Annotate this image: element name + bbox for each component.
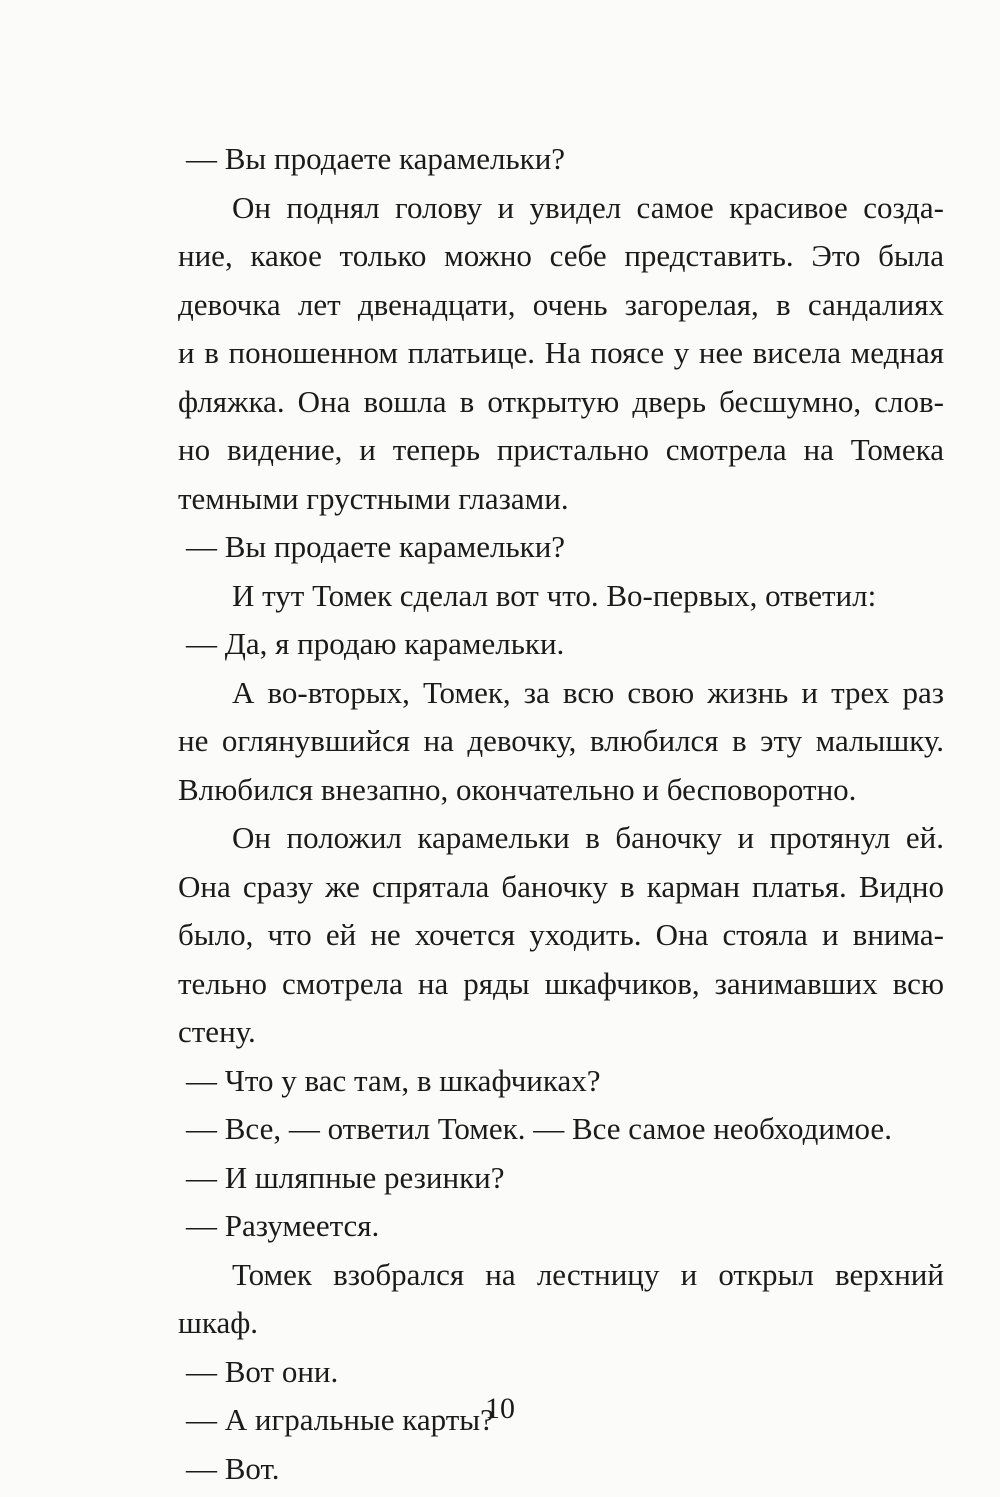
text-line: — Вы продаете карамельки?: [186, 529, 566, 564]
text-line: Она сразу же спрятала баночку в карман платья. Видно: [178, 868, 944, 904]
text-line: Томек взобрался на лестницу и открыл верхний: [232, 1256, 944, 1292]
text-line: ние, какое только можно себе представить. Это была: [178, 238, 944, 273]
text-line: Он поднял голову и увидел самое красивое созда-: [232, 189, 944, 225]
text-line: тельно смотрела на ряды шкафчиков, занимавших всю: [178, 965, 944, 1001]
text-line: — А игральные карты?: [186, 1402, 494, 1437]
text-line: но видение, и теперь пристально смотрела на Томека: [178, 432, 944, 467]
text-line: — И шляпные резинки?: [186, 1159, 505, 1195]
text-line: Он положил карамельки в баночку и протянул ей.: [232, 820, 944, 855]
text-line: И тут Томек сделал вот что. Во-первых, ответил:: [232, 577, 877, 613]
text-line: и в поношенном платьице. На поясе у нее висела медная: [178, 335, 944, 370]
text-line: — Да, я продаю карамельки.: [186, 626, 565, 661]
text-line: темными грустными глазами.: [178, 480, 569, 516]
text-line: — Все, — ответил Томек. — Все самое необходимое.: [186, 1111, 892, 1146]
text-line: не оглянувшийся на девочку, влюбился в эту малышку.: [178, 723, 944, 758]
text-line: — Вы продаете карамельки?: [186, 141, 566, 176]
text-line: — Вот.: [186, 1450, 280, 1486]
page-number: 10: [485, 1392, 515, 1425]
text-line: стену.: [178, 1014, 256, 1049]
text-line: — Вот они.: [186, 1353, 339, 1389]
body-text: [178, 135, 944, 1493]
text-line: — Что у вас там, в шкафчиках?: [186, 1062, 601, 1098]
text-line: девочка лет двенадцати, очень загорелая, в сандалиях: [178, 286, 944, 322]
text-line: — Разумеется.: [186, 1208, 380, 1243]
text-line: фляжка. Она вошла в открытую дверь бесшумно, слов-: [178, 383, 944, 419]
text-line: Влюбился внезапно, окончательно и бесповоротно.: [178, 771, 857, 807]
text-line: было, что ей не хочется уходить. Она стояла и внима-: [178, 917, 944, 952]
text-line: шкаф.: [178, 1305, 259, 1340]
text-line: А во-вторых, Томек, за всю свою жизнь и трех раз: [232, 674, 944, 710]
